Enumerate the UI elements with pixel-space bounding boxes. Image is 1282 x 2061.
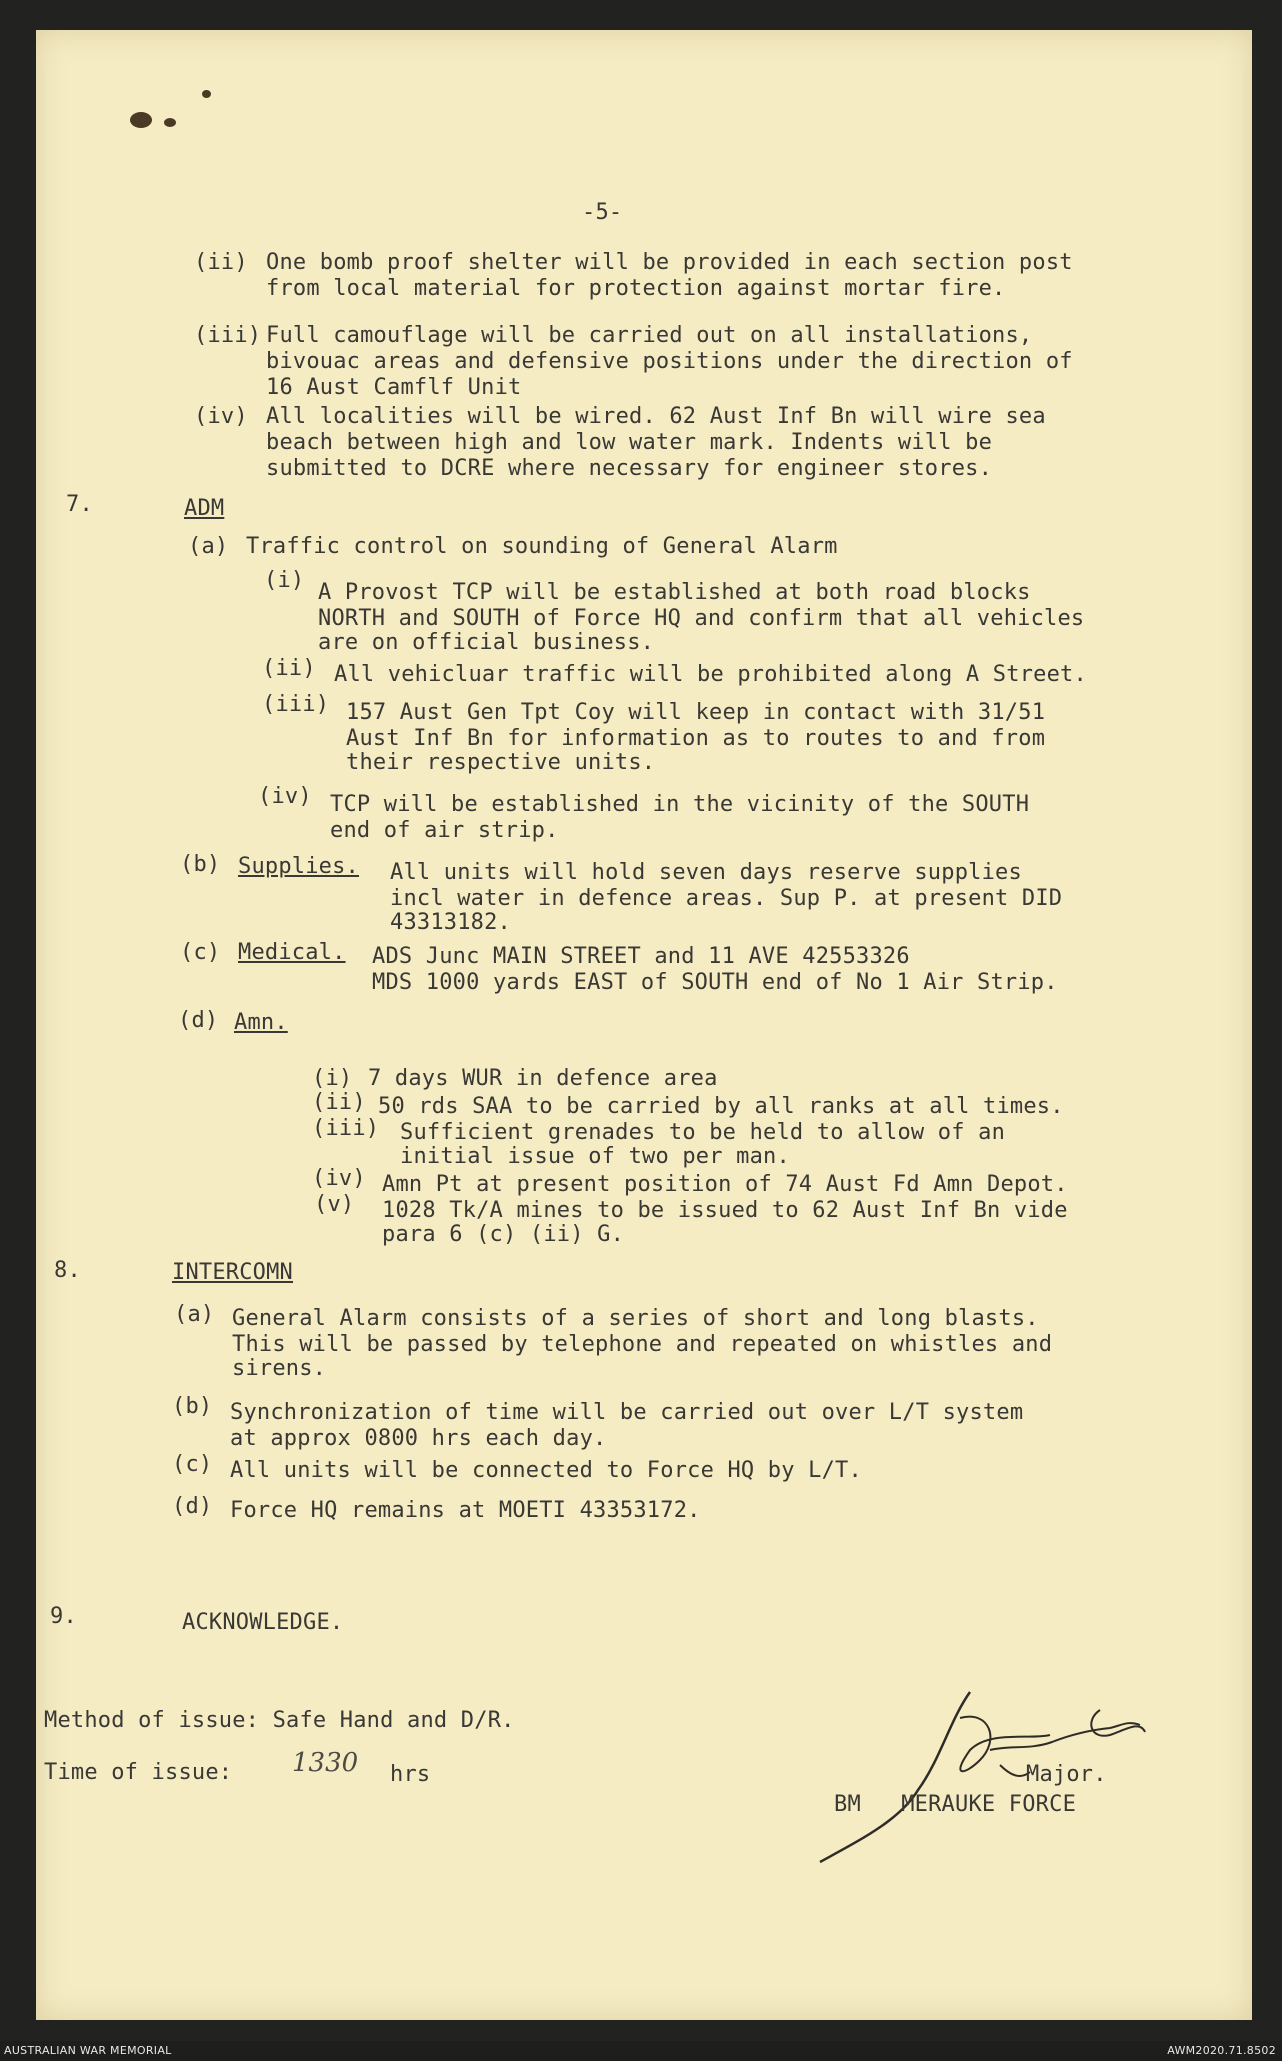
adm-d-item-num: (ii) (312, 1090, 366, 1115)
adm-d-item-num: (v) (314, 1192, 355, 1217)
adm-d-label: (d) (178, 1008, 219, 1033)
adm-a-item-num: (ii) (262, 656, 316, 681)
adm-a-item-line: their respective units. (346, 750, 656, 775)
adm-a-item-num: (iv) (258, 784, 312, 809)
page-number: -5- (582, 200, 623, 225)
adm-d-item-line: para 6 (c) (ii) G. (382, 1222, 625, 1247)
para6-item-line: One bomb proof shelter will be provided in each section post (266, 250, 1073, 275)
adm-b-line: 43313182. (390, 910, 512, 935)
adm-a-item-line: Aust Inf Bn for information as to routes to and from (346, 726, 1046, 751)
adm-b-line: incl water in defence areas. Sup P. at present DID (390, 886, 1063, 911)
adm-d-title: Amn. (234, 1010, 288, 1035)
adm-d-item-line: 50 rds SAA to be carried by all ranks at all times. (378, 1094, 1064, 1119)
adm-b-line: All units will hold seven days reserve supplies (390, 860, 1022, 885)
adm-c-title: Medical. (238, 940, 346, 965)
adm-d-item-line: 7 days WUR in defence area (368, 1066, 718, 1091)
intercomn-item-line: All units will be connected to Force HQ by L/T. (230, 1458, 862, 1483)
signatory-rank: Major. (1026, 1762, 1107, 1787)
adm-b-label: (b) (180, 852, 221, 877)
adm-c-label: (c) (180, 940, 221, 965)
para6-item-num: (iii) (194, 323, 262, 348)
para6-item-line: from local material for protection against mortar fire. (266, 276, 1006, 301)
time-of-issue-label: Time of issue: (44, 1760, 233, 1785)
para6-item-line: beach between high and low water mark. Indents will be (266, 430, 993, 455)
para6-item-line: submitted to DCRE where necessary for engineer stores. (266, 456, 993, 481)
para6-item-line: 16 Aust Camflf Unit (266, 375, 522, 400)
intercomn-item-num: (d) (172, 1494, 213, 1519)
section-8-heading: INTERCOMN (172, 1260, 294, 1285)
para6-item-line: bivouac areas and defensive positions under the direction of (266, 349, 1073, 374)
adm-a-item-line: TCP will be established in the vicinity of the SOUTH (330, 792, 1030, 817)
adm-d-item-line: 1028 Tk/A mines to be issued to 62 Aust Inf Bn vide (382, 1198, 1068, 1223)
section-9-number: 9. (50, 1604, 77, 1629)
adm-c-line: ADS Junc MAIN STREET and 11 AVE 42553326 (372, 944, 910, 969)
footer-institution: AUSTRALIAN WAR MEMORIAL (4, 2044, 172, 2057)
time-unit: hrs (390, 1762, 431, 1787)
ink-stain (202, 90, 211, 98)
section-7-heading: ADM (184, 496, 225, 521)
adm-d-item-line: Amn Pt at present position of 74 Aust Fd Amn Depot. (382, 1172, 1068, 1197)
ink-stain (164, 118, 176, 127)
adm-a-label: (a) (188, 534, 229, 559)
intercomn-item-line: at approx 0800 hrs each day. (230, 1426, 607, 1451)
intercomn-item-line: Force HQ remains at MOETI 43353172. (230, 1498, 701, 1523)
adm-d-item-num: (i) (312, 1066, 353, 1091)
ink-stain (130, 112, 152, 128)
adm-a-item-line: A Provost TCP will be established at both road blocks (318, 580, 1031, 605)
section-7-number: 7. (66, 492, 93, 517)
section-9-heading: ACKNOWLEDGE. (182, 1610, 344, 1635)
adm-a-item-num: (iii) (262, 692, 330, 717)
intercomn-item-num: (b) (172, 1394, 213, 1419)
section-8-number: 8. (54, 1258, 81, 1283)
intercomn-item-num: (a) (174, 1302, 215, 1327)
adm-a-item-line: are on official business. (318, 630, 655, 655)
signatory-title: BM MERAUKE FORCE (834, 1792, 1077, 1817)
adm-b-title: Supplies. (238, 854, 360, 879)
intercomn-item-line: sirens. (232, 1356, 327, 1381)
adm-d-item-num: (iii) (312, 1116, 380, 1141)
method-of-issue: Method of issue: Safe Hand and D/R. (44, 1708, 515, 1733)
para6-item-num: (iv) (194, 404, 248, 429)
para6-item-num: (ii) (194, 250, 248, 275)
intercomn-item-line: This will be passed by telephone and repeated on whistles and (232, 1332, 1053, 1357)
footer-accession-number: AWM2020.71.8502 (1167, 2044, 1276, 2057)
adm-a-item-num: (i) (264, 568, 305, 593)
intercomn-item-line: General Alarm consists of a series of short and long blasts. (232, 1306, 1039, 1331)
intercomn-item-num: (c) (172, 1452, 213, 1477)
adm-d-item-num: (iv) (312, 1166, 366, 1191)
adm-a-item-line: All vehicluar traffic will be prohibited along A Street. (334, 662, 1087, 687)
adm-a-text: Traffic control on sounding of General Alarm (246, 534, 838, 559)
adm-a-item-line: NORTH and SOUTH of Force HQ and confirm that all vehicles (318, 606, 1085, 631)
handwritten-time: 1330 (292, 1748, 359, 1778)
adm-a-item-line: end of air strip. (330, 818, 559, 843)
adm-c-line: MDS 1000 yards EAST of SOUTH end of No 1 Air Strip. (372, 970, 1058, 995)
intercomn-item-line: Synchronization of time will be carried out over L/T system (230, 1400, 1024, 1425)
adm-d-item-line: initial issue of two per man. (400, 1144, 790, 1169)
para6-item-line: All localities will be wired. 62 Aust Inf Bn will wire sea (266, 404, 1046, 429)
adm-d-item-line: Sufficient grenades to be held to allow of an (400, 1120, 1006, 1145)
para6-item-line: Full camouflage will be carried out on all installations, (266, 323, 1033, 348)
footer-bar (0, 2041, 1282, 2061)
adm-a-item-line: 157 Aust Gen Tpt Coy will keep in contact with 31/51 (346, 700, 1046, 725)
